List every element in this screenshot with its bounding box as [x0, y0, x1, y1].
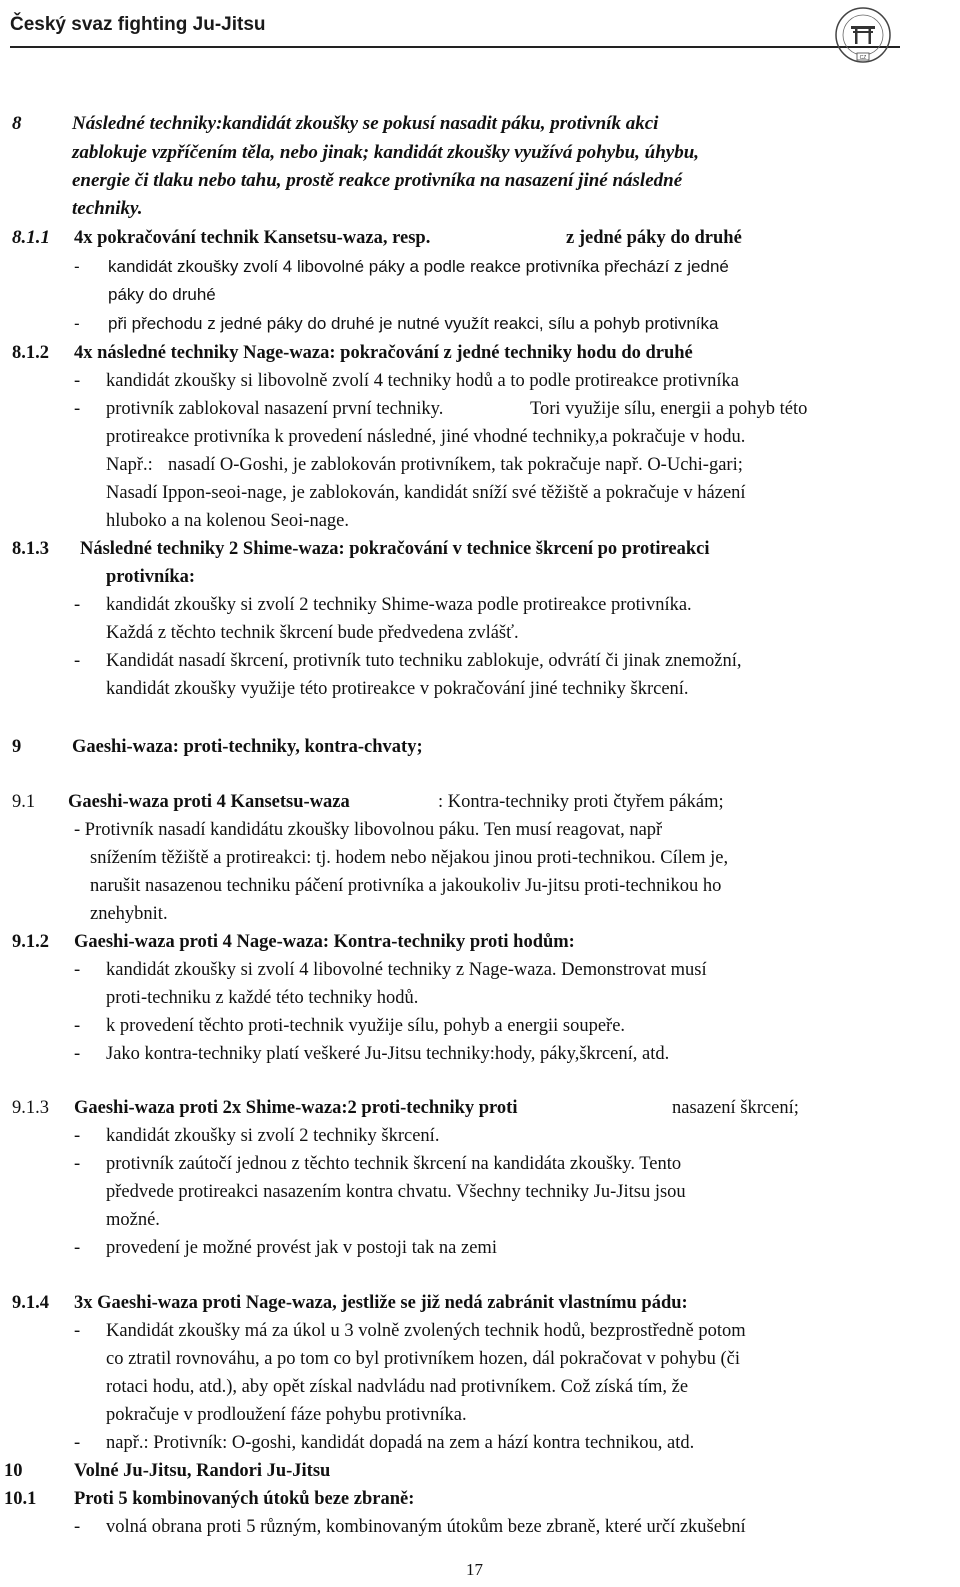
bullet-text: co ztratil rovnováhu, a po tom co byl protivníkem hozen, dál pokračovat v pohybu (či — [106, 1349, 740, 1369]
bullet-text: k provedení těchto proti-technik využije sílu, pohyb a energii soupeře. — [106, 1016, 626, 1036]
bullet-dash: - — [74, 1016, 81, 1036]
subsection-number: 10.1 — [4, 1489, 37, 1509]
bullet-text: kandidát zkoušky si zvolí 2 techniky Shime-waza podle protireakce protivníka. — [106, 595, 692, 615]
section-heading: Volné Ju-Jitsu, Randori Ju-Jitsu — [74, 1461, 331, 1481]
paragraph-line: - Protivník nasadí kandidátu zkoušky libovolnou páku. Ten musí reagovat, např — [74, 820, 663, 840]
bullet-text: kandidát zkoušky využije této protireakce v pokračování jiné techniky škrcení. — [106, 679, 689, 699]
subsection-heading: nasazení škrcení; — [672, 1098, 799, 1118]
bullet-text: předvede protireakci nasazením kontra chvatu. Všechny techniky Ju-Jitsu jsou — [106, 1182, 686, 1202]
bullet-text: provedení je možné provést jak v postoji tak na zemi — [106, 1238, 497, 1258]
subsection-heading: Gaeshi-waza proti 4 Kansetsu-waza — [68, 792, 350, 812]
subsection-number: 8.1.1 — [12, 227, 50, 248]
bullet-text: při přechodu z jedné páky do druhé je nutné využít reakci, sílu a pohyb protivníka — [108, 314, 719, 333]
bullet-text: kandidát zkoušky si zvolí 4 libovolné techniky z Nage-waza. Demonstrovat musí — [106, 960, 707, 980]
bullet-dash: - — [74, 1044, 81, 1064]
bullet-dash: - — [74, 1238, 81, 1258]
bullet-text: pokračuje v prodloužení fáze pohybu protivníka. — [106, 1405, 467, 1425]
section-number: 9 — [12, 737, 22, 757]
paragraph-line: techniky. — [72, 198, 143, 219]
subsection-heading: 3x Gaeshi-waza proti Nage-waza, jestliže se již nedá zabránit vlastnímu pádu: — [74, 1293, 688, 1313]
subsection-number: 9.1.3 — [12, 1098, 49, 1118]
bullet-text: Jako kontra-techniky platí veškeré Ju-Jitsu techniky:hody, páky,škrcení, atd. — [106, 1044, 670, 1064]
bullet-text: hluboko a na kolenou Seoi-nage. — [106, 511, 350, 531]
bullet-dash: - — [74, 1154, 81, 1174]
bullet-text: Kandidát nasadí škrcení, protivník tuto techniku zablokuje, odvrátí či jinak znemožní, — [106, 651, 742, 671]
bullet-text: protivník zablokoval nasazení první techniky. — [106, 399, 444, 419]
paragraph-line: znehybnit. — [90, 904, 168, 924]
svg-text:CZ: CZ — [859, 55, 867, 61]
bullet-dash: - — [74, 651, 81, 671]
subsection-number: 9.1.2 — [12, 932, 49, 952]
paragraph-line: energie či tlaku nebo tahu, prostě reakce protivníka na nasazení jiné následné — [72, 170, 683, 191]
bullet-text: Kandidát zkoušky má za úkol u 3 volně zvolených technik hodů, bezprostředně potom — [106, 1321, 746, 1341]
bullet-text: volná obrana proti 5 různým, kombinovaným útokům beze zbraně, které určí zkušební — [106, 1517, 746, 1537]
bullet-text: Nasadí Ippon-seoi-nage, je zablokován, kandidát sníží své těžiště a pokračuje v házení — [106, 483, 746, 503]
document-header-title: Český svaz fighting Ju-Jitsu — [10, 14, 266, 35]
section-number: 8 — [12, 113, 22, 134]
paragraph-line: zablokuje vzpříčením těla, nebo jinak; kandidát zkoušky využívá pohybu, úhybu, — [72, 142, 700, 163]
section-number: 10 — [4, 1461, 23, 1481]
subsection-number: 8.1.2 — [12, 343, 49, 363]
bullet-dash: - — [74, 1321, 81, 1341]
bullet-text: např.: Protivník: O-goshi, kandidát dopadá na zem a hází kontra technikou, atd. — [106, 1433, 695, 1453]
bullet-dash: - — [74, 1517, 81, 1537]
bullet-text: Tori využije sílu, energii a pohyb této — [530, 399, 808, 419]
bullet-text: protireakce protivníka k provedení následné, jiné vhodné techniky,a pokračuje v hodu. — [106, 427, 746, 447]
page-number: 17 — [466, 1560, 483, 1579]
bullet-text: kandidát zkoušky zvolí 4 libovolné páky a podle reakce protivníka přechází z jedné — [108, 257, 729, 276]
section-heading: Gaeshi-waza: proti-techniky, kontra-chvaty; — [72, 737, 423, 757]
bullet-dash: - — [74, 595, 81, 615]
paragraph-line: snížením těžiště a protireakci: tj. hodem nebo nějakou jinou proti-technikou. Cílem je, — [90, 848, 729, 868]
bullet-text: kandidát zkoušky si zvolí 2 techniky škrcení. — [106, 1126, 440, 1146]
bullet-text: Např.: — [106, 455, 153, 475]
bullet-dash: - — [74, 1433, 81, 1453]
subsection-heading: Následné techniky 2 Shime-waza: pokračování v technice škrcení po protireakci — [80, 539, 710, 559]
subsection-heading: : Kontra-techniky proti čtyřem pákám; — [438, 792, 724, 812]
subsection-heading: 4x pokračování technik Kansetsu-waza, resp. — [74, 228, 431, 248]
subsection-number: 9.1.4 — [12, 1293, 49, 1313]
bullet-text: Každá z těchto technik škrcení bude předvedena zvlášť. — [106, 623, 519, 643]
paragraph-line: narušit nasazenou techniku páčení protivníka a jakoukoliv Ju-jitsu proti-technikou ho — [90, 876, 722, 896]
subsection-heading: Gaeshi-waza proti 2x Shime-waza:2 proti-techniky proti — [74, 1098, 518, 1118]
bullet-text: nasadí O-Goshi, je zablokován protivníkem, tak pokračuje např. O-Uchi-gari; — [168, 455, 743, 475]
subsection-heading: 4x následné techniky Nage-waza: pokračování z jedné techniky hodu do druhé — [74, 343, 693, 363]
subsection-heading: Gaeshi-waza proti 4 Nage-waza: Kontra-techniky proti hodům: — [74, 932, 575, 952]
bullet-dash: - — [74, 960, 81, 980]
bullet-dash: - — [74, 371, 81, 391]
bullet-text: kandidát zkoušky si libovolně zvolí 4 techniky hodů a to podle protireakce protivníka — [106, 371, 739, 391]
bullet-dash: - — [74, 1126, 81, 1146]
bullet-dash: - — [74, 257, 80, 276]
bullet-dash: - — [74, 314, 80, 333]
bullet-text: možné. — [106, 1210, 160, 1230]
subsection-number: 8.1.3 — [12, 539, 49, 559]
subsection-heading: z jedné páky do druhé — [566, 228, 742, 248]
bullet-text: páky do druhé — [108, 285, 216, 304]
bullet-text: protivník zaútočí jednou z těchto technik škrcení na kandidáta zkoušky. Tento — [106, 1154, 682, 1174]
section-heading: Následné techniky:kandidát zkoušky se pokusí nasadit páku, protivník akci — [72, 113, 659, 134]
subsection-heading: Proti 5 kombinovaných útoků beze zbraně: — [74, 1489, 415, 1509]
federation-logo-icon — [834, 6, 892, 64]
header-rule — [10, 46, 900, 48]
subsection-number: 9.1 — [12, 792, 36, 812]
bullet-text: rotaci hodu, atd.), aby opět získal nadvládu nad protivníkem. Což získá tím, že — [106, 1377, 689, 1397]
bullet-dash: - — [74, 399, 81, 419]
subsection-heading: protivníka: — [106, 567, 196, 587]
bullet-text: proti-techniku z každé této techniky hodů. — [106, 988, 419, 1008]
